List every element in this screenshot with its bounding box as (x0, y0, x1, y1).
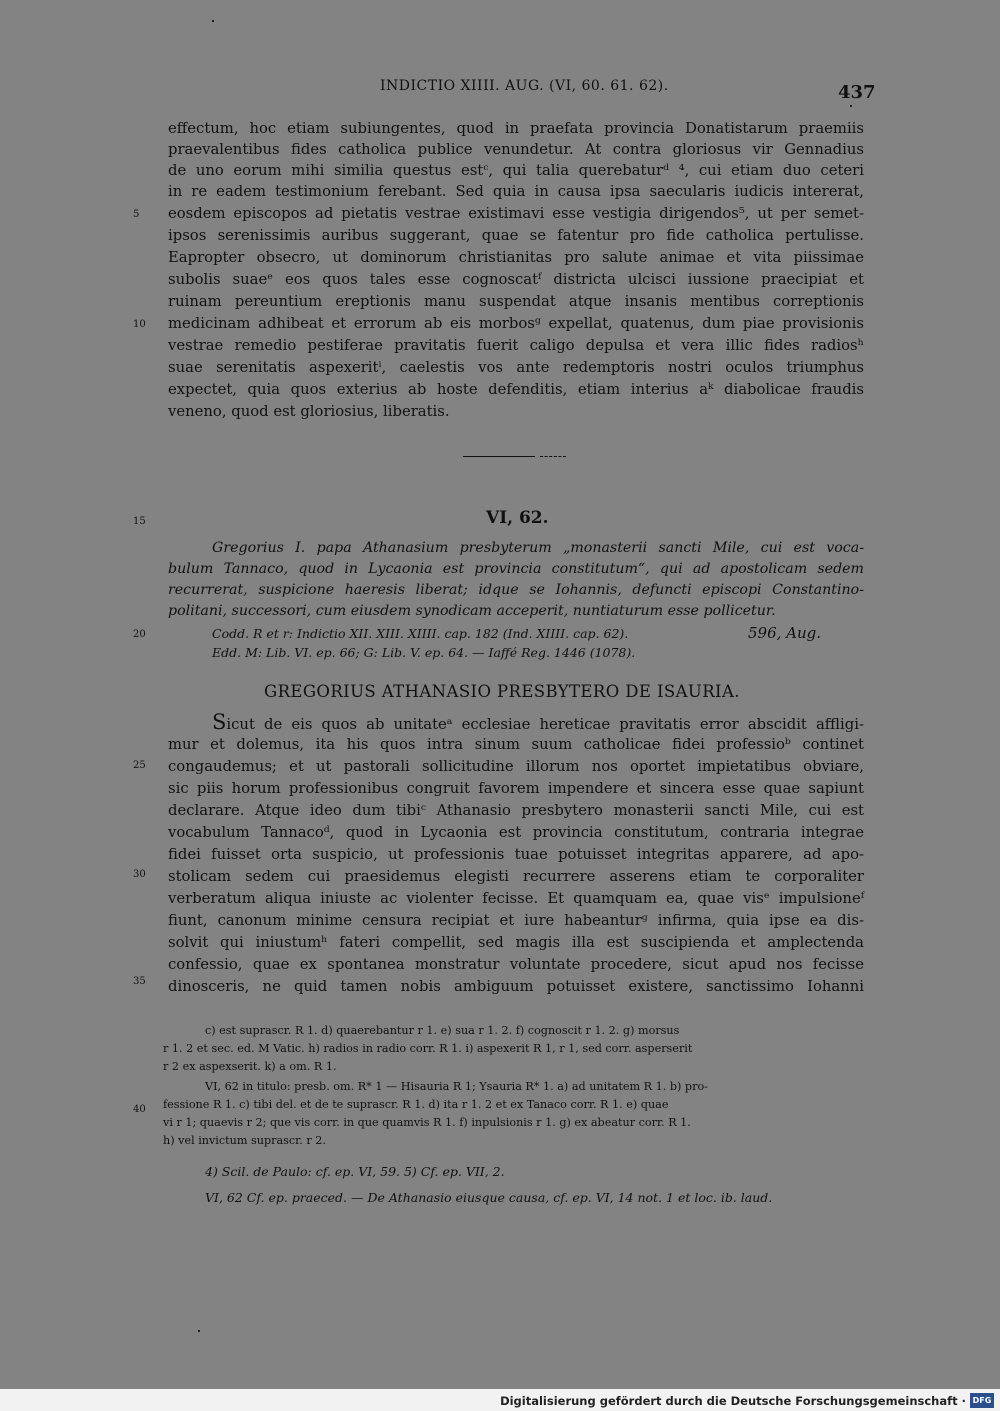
apparatus-note: h) vel invictum suprascr. r 2. (163, 1134, 326, 1147)
body-line: praevalentibus fides catholica publice venundetur. At contra gloriosus vir Gennadius (168, 141, 864, 158)
body-line: ipsos serenissimis auribus suggerant, quae se fatentur pro fide catholica pertulisse. (168, 227, 864, 244)
letter-text-line (212, 712, 864, 735)
source-note: VI, 62 Cf. ep. praeced. — De Athanasio eiusque causa, cf. ep. VI, 14 not. 1 et loc. ib. laud. (205, 1190, 773, 1205)
letter-text-line: confessio, quae ex spontanea monstratur voluntate procedere, sicut apud nos fecisse (168, 956, 864, 973)
line-number: 35 (133, 976, 146, 987)
line-number: 25 (133, 760, 146, 771)
apparatus-note: fessione R 1. c) tibi del. et de te suprascr. R 1. d) ita r 1. 2 et ex Tanaco corr. R 1. e) quae (163, 1098, 669, 1111)
summary-line: recurrerat, suspicione haeresis liberat; idque se Iohannis, defuncti episcopi Constantino- (168, 582, 864, 598)
line-number: 15 (133, 516, 146, 527)
scan-mark (212, 20, 214, 22)
credit-banner (0, 1389, 1000, 1411)
scan-mark (198, 1330, 200, 1332)
apparatus-note: c) est suprascr. R 1. d) quaerebantur r 1. e) sua r 1. 2. f) cognoscit r 1. 2. g) morsus (205, 1024, 680, 1037)
line-number: 40 (133, 1104, 146, 1115)
apparatus-note: vi r 1; quaevis r 2; que vis corr. in que quamvis R 1. f) inpulsionis r 1. g) ex abeatur corr. R 1. (163, 1116, 691, 1129)
editions-line: Edd. M: Lib. VI. ep. 66; G: Lib. V. ep. 64. — Iaffé Reg. 1446 (1078). (212, 645, 636, 660)
letter-text-line: sic piis horum professionibus congruit favorem impendere et sincera esse quae sapiunt (168, 780, 864, 797)
letter-text-line: vocabulum Tannacoᵈ, quod in Lycaonia est provincia constitutum, contraria integrae (168, 824, 864, 841)
running-head: INDICTIO XIIII. AUG. (VI, 60. 61. 62). (380, 78, 669, 94)
body-line: vestrae remedio pestiferae pravitatis fuerit caligo depulsa et vera illic fides radiosʰ (168, 337, 864, 354)
body-line: suae serenitatis aspexeritⁱ, caelestis vos ante redemptoris nostri oculos triumphus (168, 359, 864, 376)
line-number: 10 (133, 319, 146, 330)
body-line: subolis suaeᵉ eos quos tales esse cognoscatᶠ districta ulcisci iussione praecipiat et (168, 271, 864, 288)
page-number: 437 (838, 82, 876, 103)
section-divider (463, 456, 535, 457)
credit-text: Digitalisierung gefördert durch die Deutsche Forschungsgemeinschaft · (500, 1394, 966, 1408)
body-line: ruinam pereuntium ereptionis manu suspendat atque insanis mentibus correptionis (168, 293, 864, 310)
dfg-logo: DFG (970, 1393, 994, 1408)
apparatus-note: r 2 ex aspexserit. k) a om. R 1. (163, 1060, 337, 1073)
letter-text-line: declarare. Atque ideo dum tibiᶜ Athanasio presbytero monasterii sancti Mile, cui est (168, 802, 864, 819)
body-line: de uno eorum mihi similia questus estᶜ, qui talia querebaturᵈ ⁴, cui etiam duo ceteri (168, 162, 864, 179)
letter-text-line: verberatum aliqua iniuste ac violenter fecisse. Et quamquam ea, quae visᵉ impulsioneᶠ (168, 890, 864, 907)
apparatus-note: VI, 62 in titulo: presb. om. R* 1 — Hisauria R 1; Ysauria R* 1. a) ad unitatem R 1. b) pro- (205, 1080, 708, 1093)
letter-text-line: fiunt, canonum minime censura recipiat et iure habeanturᵍ infirma, quia ipse ea dis- (168, 912, 864, 929)
source-note: 4) Scil. de Paulo: cf. ep. VI, 59. 5) Cf. ep. VII, 2. (205, 1164, 505, 1179)
initial-letter: S (212, 710, 227, 734)
letter-text-line: dinosceris, ne quid tamen nobis ambiguum potuisset existere, sanctissimo Iohanni (168, 978, 864, 995)
codices-line: Codd. R et r: Indictio XII. XIII. XIIII. cap. 182 (Ind. XIIII. cap. 62). (212, 626, 629, 641)
apparatus-note: r 1. 2 et sec. ed. M Vatic. h) radios in radio corr. R 1. i) aspexerit R 1, r 1, sed corr. asperserit (163, 1042, 693, 1055)
summary-line: bulum Tannaco, quod in Lycaonia est provincia constitutum“, qui ad apostolicam sedem (168, 561, 864, 577)
body-line: veneno, quod est gloriosius, liberatis. (168, 403, 450, 420)
body-line: in re eadem testimonium ferebant. Sed quia in causa ipsa saecularis iudicis intererat, (168, 183, 864, 200)
letter-text-line: stolicam sedem cui praesidemus elegisti recurrere asserens etiam te corporaliter (168, 868, 864, 885)
body-line: eosdem episcopos ad pietatis vestrae existimavi esse vestigia dirigendos⁵, ut per semet- (168, 205, 864, 222)
scan-mark (850, 105, 852, 107)
letter-text-line: mur et dolemus, ita his quos intra sinum suum catholicae fidei professioᵇ continet (168, 736, 864, 753)
body-line: expectet, quia quos exterius ab hoste defenditis, etiam interius aᵏ diabolicae fraudis (168, 381, 864, 398)
body-line: effectum, hoc etiam subiungentes, quod in praefata provincia Donatistarum praemiis (168, 120, 864, 137)
section-divider-dashes (540, 456, 566, 457)
body-line: Eapropter obsecro, ut dominorum christianitas pro salute animae et vita piissimae (168, 249, 864, 266)
summary-line: Gregorius I. papa Athanasium presbyterum „monasterii sancti Mile, cui est voca- (212, 540, 864, 556)
letter-date: 596, Aug. (748, 624, 822, 642)
line-number: 5 (133, 209, 140, 220)
summary-line: politani, successori, cum eiusdem synodicam acceperit, nuntiaturum esse pollicetur. (168, 603, 776, 619)
body-line: medicinam adhibeat et errorum ab eis morbosᵍ expellat, quatenus, dum piae provisionis (168, 315, 864, 332)
line-number: 30 (133, 869, 146, 880)
letter-title: GREGORIUS ATHANASIO PRESBYTERO DE ISAURIA. (264, 682, 740, 701)
letter-text-line: congaudemus; et ut pastorali sollicitudine illorum nos oportet impietatibus obviare, (168, 758, 864, 775)
letter-number: VI, 62. (486, 508, 549, 528)
line-number: 20 (133, 629, 146, 640)
letter-text-line: fidei fuisset orta suspicio, ut professionis tuae potuisset integritas apparere, ad apo- (168, 846, 864, 863)
letter-text-line: solvit qui iniustumʰ fateri compellit, sed magis illa est suscipienda et amplectenda (168, 934, 864, 951)
letter-text-first: icut de eis quos ab unitateᵃ ecclesiae hereticae pravitatis error abscidit affligi- (226, 716, 864, 733)
